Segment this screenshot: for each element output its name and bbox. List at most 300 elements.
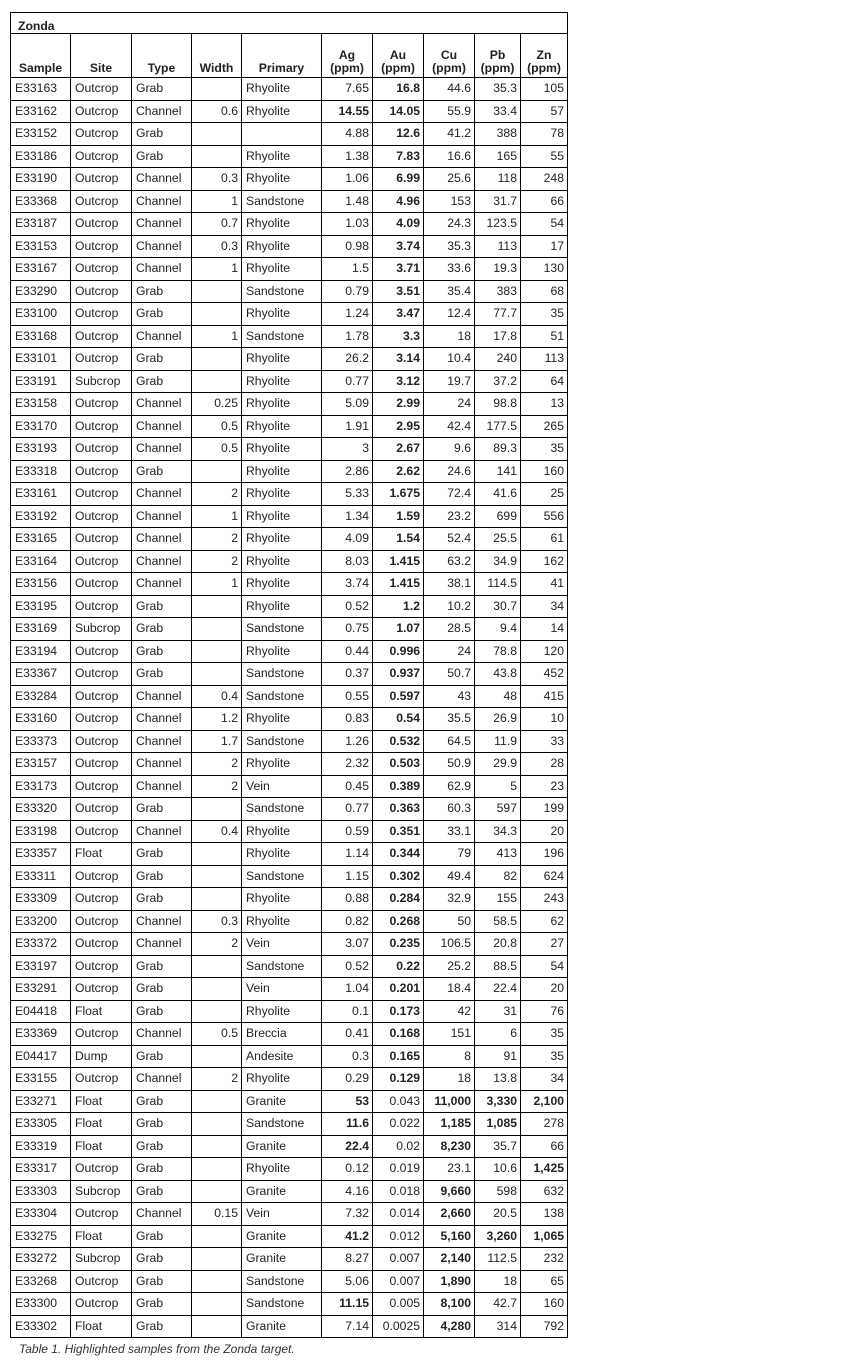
table-row	[11, 303, 568, 326]
cell-site: Outcrop	[71, 820, 132, 843]
cell-au: 1.415	[373, 550, 424, 573]
cell-zn: 248	[521, 168, 568, 191]
cell-primary: Sandstone	[242, 730, 322, 753]
cell-pb: 33.4	[475, 100, 521, 123]
cell-site: Outcrop	[71, 978, 132, 1001]
cell-sample: E33153	[11, 235, 71, 258]
results-table-container	[10, 12, 568, 1338]
cell-type: Grab	[132, 1000, 192, 1023]
cell-au: 1.07	[373, 618, 424, 641]
cell-width: 1	[192, 505, 242, 528]
cell-zn: 130	[521, 258, 568, 281]
cell-zn: 278	[521, 1113, 568, 1136]
cell-au: 0.532	[373, 730, 424, 753]
cell-ag: 14.55	[322, 100, 373, 123]
cell-au: 0.996	[373, 640, 424, 663]
cell-zn: 34	[521, 1068, 568, 1091]
cell-zn: 265	[521, 415, 568, 438]
cell-cu: 9.6	[424, 438, 475, 461]
table-row	[11, 1315, 568, 1338]
cell-cu: 153	[424, 190, 475, 213]
cell-cu: 1,185	[424, 1113, 475, 1136]
cell-site: Outcrop	[71, 505, 132, 528]
cell-width: 0.3	[192, 168, 242, 191]
cell-zn: 113	[521, 348, 568, 371]
cell-pb: 155	[475, 888, 521, 911]
cell-site: Outcrop	[71, 235, 132, 258]
cell-primary: Rhyolite	[242, 573, 322, 596]
cell-sample: E33161	[11, 483, 71, 506]
cell-ag: 8.27	[322, 1248, 373, 1271]
cell-pb: 5	[475, 775, 521, 798]
cell-site: Outcrop	[71, 1270, 132, 1293]
cell-width	[192, 1248, 242, 1271]
cell-cu: 24.6	[424, 460, 475, 483]
cell-cu: 2,140	[424, 1248, 475, 1271]
cell-width	[192, 595, 242, 618]
cell-au: 3.14	[373, 348, 424, 371]
cell-primary: Granite	[242, 1135, 322, 1158]
cell-au: 3.71	[373, 258, 424, 281]
cell-primary: Rhyolite	[242, 888, 322, 911]
cell-zn: 1,425	[521, 1158, 568, 1181]
cell-pb: 597	[475, 798, 521, 821]
cell-site: Outcrop	[71, 78, 132, 101]
cell-au: 0.014	[373, 1203, 424, 1226]
cell-sample: E33160	[11, 708, 71, 731]
cell-sample: E33305	[11, 1113, 71, 1136]
cell-ag: 0.77	[322, 370, 373, 393]
cell-sample: E33186	[11, 145, 71, 168]
cell-cu: 8,230	[424, 1135, 475, 1158]
cell-pb: 77.7	[475, 303, 521, 326]
cell-type: Channel	[132, 438, 192, 461]
cell-ag: 7.65	[322, 78, 373, 101]
cell-width	[192, 1000, 242, 1023]
cell-zn: 105	[521, 78, 568, 101]
cell-primary: Granite	[242, 1180, 322, 1203]
cell-cu: 43	[424, 685, 475, 708]
cell-site: Outcrop	[71, 213, 132, 236]
cell-primary: Rhyolite	[242, 1158, 322, 1181]
table-row	[11, 168, 568, 191]
cell-cu: 64.5	[424, 730, 475, 753]
table-row	[11, 730, 568, 753]
cell-primary: Rhyolite	[242, 550, 322, 573]
cell-pb: 78.8	[475, 640, 521, 663]
column-header-sample: Sample	[11, 34, 71, 78]
cell-pb: 42.7	[475, 1293, 521, 1316]
cell-site: Subcrop	[71, 618, 132, 641]
column-header-cu: Cu (ppm)	[424, 34, 475, 78]
cell-sample: E33372	[11, 933, 71, 956]
cell-sample: E33302	[11, 1315, 71, 1338]
cell-site: Outcrop	[71, 573, 132, 596]
cell-cu: 32.9	[424, 888, 475, 911]
cell-sample: E33318	[11, 460, 71, 483]
cell-width	[192, 1315, 242, 1338]
cell-sample: E33304	[11, 1203, 71, 1226]
cell-cu: 42.4	[424, 415, 475, 438]
cell-pb: 3,260	[475, 1225, 521, 1248]
cell-site: Outcrop	[71, 1023, 132, 1046]
cell-site: Float	[71, 1000, 132, 1023]
cell-primary: Rhyolite	[242, 1068, 322, 1091]
cell-primary: Rhyolite	[242, 753, 322, 776]
cell-cu: 1,890	[424, 1270, 475, 1293]
cell-width	[192, 640, 242, 663]
cell-au: 12.6	[373, 123, 424, 146]
cell-ag: 0.1	[322, 1000, 373, 1023]
cell-width: 1.2	[192, 708, 242, 731]
cell-ag: 0.83	[322, 708, 373, 731]
cell-ag: 11.6	[322, 1113, 373, 1136]
cell-cu: 41.2	[424, 123, 475, 146]
cell-type: Channel	[132, 550, 192, 573]
cell-ag: 0.98	[322, 235, 373, 258]
cell-width: 2	[192, 550, 242, 573]
cell-ag: 8.03	[322, 550, 373, 573]
cell-pb: 58.5	[475, 910, 521, 933]
cell-type: Grab	[132, 460, 192, 483]
cell-pb: 13.8	[475, 1068, 521, 1091]
table-body	[11, 78, 568, 1338]
cell-pb: 383	[475, 280, 521, 303]
cell-primary: Rhyolite	[242, 438, 322, 461]
cell-pb: 413	[475, 843, 521, 866]
cell-pb: 113	[475, 235, 521, 258]
cell-site: Outcrop	[71, 640, 132, 663]
cell-width	[192, 123, 242, 146]
cell-au: 2.99	[373, 393, 424, 416]
cell-site: Float	[71, 1090, 132, 1113]
cell-type: Channel	[132, 325, 192, 348]
cell-width: 1.7	[192, 730, 242, 753]
cell-zn: 160	[521, 460, 568, 483]
cell-width: 2	[192, 483, 242, 506]
cell-primary: Rhyolite	[242, 415, 322, 438]
cell-width: 1	[192, 258, 242, 281]
column-header-row	[11, 34, 568, 78]
cell-site: Outcrop	[71, 303, 132, 326]
cell-type: Grab	[132, 78, 192, 101]
cell-au: 3.47	[373, 303, 424, 326]
cell-site: Outcrop	[71, 483, 132, 506]
cell-au: 3.51	[373, 280, 424, 303]
cell-au: 0.351	[373, 820, 424, 843]
cell-type: Grab	[132, 955, 192, 978]
cell-primary: Sandstone	[242, 280, 322, 303]
cell-sample: E33275	[11, 1225, 71, 1248]
cell-type: Grab	[132, 978, 192, 1001]
cell-ag: 1.78	[322, 325, 373, 348]
cell-ag: 0.37	[322, 663, 373, 686]
cell-sample: E33173	[11, 775, 71, 798]
table-row	[11, 528, 568, 551]
cell-sample: E04417	[11, 1045, 71, 1068]
cell-primary: Rhyolite	[242, 640, 322, 663]
cell-au: 1.675	[373, 483, 424, 506]
cell-pb: 17.8	[475, 325, 521, 348]
cell-ag: 1.5	[322, 258, 373, 281]
cell-primary: Sandstone	[242, 955, 322, 978]
cell-cu: 4,280	[424, 1315, 475, 1338]
cell-pb: 89.3	[475, 438, 521, 461]
cell-type: Grab	[132, 618, 192, 641]
cell-primary	[242, 123, 322, 146]
cell-width: 2	[192, 528, 242, 551]
cell-type: Grab	[132, 145, 192, 168]
cell-cu: 24	[424, 640, 475, 663]
cell-pb: 118	[475, 168, 521, 191]
table-row	[11, 933, 568, 956]
cell-pb: 11.9	[475, 730, 521, 753]
cell-au: 0.503	[373, 753, 424, 776]
cell-site: Outcrop	[71, 685, 132, 708]
cell-zn: 66	[521, 190, 568, 213]
cell-au: 2.67	[373, 438, 424, 461]
cell-site: Outcrop	[71, 933, 132, 956]
cell-cu: 38.1	[424, 573, 475, 596]
cell-ag: 5.06	[322, 1270, 373, 1293]
cell-site: Outcrop	[71, 123, 132, 146]
cell-pb: 6	[475, 1023, 521, 1046]
cell-type: Grab	[132, 865, 192, 888]
cell-width	[192, 1158, 242, 1181]
cell-type: Grab	[132, 1270, 192, 1293]
cell-zn: 61	[521, 528, 568, 551]
cell-ag: 1.03	[322, 213, 373, 236]
cell-zn: 51	[521, 325, 568, 348]
cell-primary: Rhyolite	[242, 528, 322, 551]
cell-zn: 120	[521, 640, 568, 663]
cell-sample: E33191	[11, 370, 71, 393]
cell-site: Outcrop	[71, 393, 132, 416]
cell-zn: 68	[521, 280, 568, 303]
cell-primary: Rhyolite	[242, 370, 322, 393]
cell-primary: Rhyolite	[242, 213, 322, 236]
cell-cu: 55.9	[424, 100, 475, 123]
cell-site: Subcrop	[71, 370, 132, 393]
cell-zn: 66	[521, 1135, 568, 1158]
cell-sample: E33290	[11, 280, 71, 303]
cell-sample: E33155	[11, 1068, 71, 1091]
cell-ag: 7.32	[322, 1203, 373, 1226]
cell-ag: 0.82	[322, 910, 373, 933]
cell-type: Channel	[132, 100, 192, 123]
cell-au: 0.235	[373, 933, 424, 956]
assay-results-table	[10, 12, 568, 1338]
cell-cu: 5,160	[424, 1225, 475, 1248]
table-row	[11, 460, 568, 483]
column-header-primary: Primary	[242, 34, 322, 78]
cell-width	[192, 978, 242, 1001]
cell-pb: 18	[475, 1270, 521, 1293]
cell-au: 1.59	[373, 505, 424, 528]
cell-width: 2	[192, 1068, 242, 1091]
cell-sample: E33195	[11, 595, 71, 618]
cell-primary: Rhyolite	[242, 258, 322, 281]
cell-cu: 35.4	[424, 280, 475, 303]
cell-type: Channel	[132, 730, 192, 753]
column-header-type: Type	[132, 34, 192, 78]
cell-primary: Sandstone	[242, 618, 322, 641]
cell-zn: 76	[521, 1000, 568, 1023]
cell-type: Grab	[132, 1315, 192, 1338]
cell-pb: 20.5	[475, 1203, 521, 1226]
table-row	[11, 258, 568, 281]
cell-type: Grab	[132, 888, 192, 911]
cell-pb: 123.5	[475, 213, 521, 236]
cell-type: Grab	[132, 1135, 192, 1158]
cell-site: Float	[71, 843, 132, 866]
cell-pb: 35.7	[475, 1135, 521, 1158]
cell-type: Channel	[132, 1203, 192, 1226]
cell-primary: Vein	[242, 933, 322, 956]
cell-au: 0.043	[373, 1090, 424, 1113]
cell-type: Channel	[132, 933, 192, 956]
cell-pb: 82	[475, 865, 521, 888]
table-row	[11, 888, 568, 911]
cell-cu: 18.4	[424, 978, 475, 1001]
table-row	[11, 640, 568, 663]
cell-sample: E33272	[11, 1248, 71, 1271]
cell-ag: 3	[322, 438, 373, 461]
cell-pb: 388	[475, 123, 521, 146]
cell-sample: E33101	[11, 348, 71, 371]
cell-type: Grab	[132, 1090, 192, 1113]
cell-zn: 243	[521, 888, 568, 911]
cell-sample: E33165	[11, 528, 71, 551]
cell-cu: 33.1	[424, 820, 475, 843]
cell-type: Channel	[132, 685, 192, 708]
cell-zn: 65	[521, 1270, 568, 1293]
cell-ag: 1.15	[322, 865, 373, 888]
cell-cu: 8	[424, 1045, 475, 1068]
cell-type: Channel	[132, 190, 192, 213]
cell-au: 0.597	[373, 685, 424, 708]
cell-au: 3.74	[373, 235, 424, 258]
cell-type: Grab	[132, 1045, 192, 1068]
table-row	[11, 1203, 568, 1226]
cell-zn: 556	[521, 505, 568, 528]
cell-au: 0.005	[373, 1293, 424, 1316]
cell-width: 0.5	[192, 1023, 242, 1046]
cell-width: 2	[192, 775, 242, 798]
table-row	[11, 1090, 568, 1113]
cell-primary: Rhyolite	[242, 348, 322, 371]
cell-width	[192, 145, 242, 168]
cell-width	[192, 1225, 242, 1248]
cell-sample: E33198	[11, 820, 71, 843]
cell-zn: 1,065	[521, 1225, 568, 1248]
cell-ag: 5.09	[322, 393, 373, 416]
cell-sample: E33291	[11, 978, 71, 1001]
cell-primary: Sandstone	[242, 1270, 322, 1293]
table-row	[11, 1180, 568, 1203]
cell-sample: E33158	[11, 393, 71, 416]
table-row	[11, 685, 568, 708]
table-row	[11, 123, 568, 146]
cell-au: 0.363	[373, 798, 424, 821]
cell-zn: 632	[521, 1180, 568, 1203]
cell-site: Outcrop	[71, 325, 132, 348]
cell-cu: 23.1	[424, 1158, 475, 1181]
cell-au: 14.05	[373, 100, 424, 123]
cell-cu: 12.4	[424, 303, 475, 326]
cell-ag: 1.91	[322, 415, 373, 438]
cell-width: 0.6	[192, 100, 242, 123]
cell-primary: Granite	[242, 1248, 322, 1271]
cell-sample: E33100	[11, 303, 71, 326]
column-header-ag: Ag (ppm)	[322, 34, 373, 78]
cell-ag: 4.88	[322, 123, 373, 146]
cell-zn: 35	[521, 303, 568, 326]
cell-sample: E33373	[11, 730, 71, 753]
cell-cu: 60.3	[424, 798, 475, 821]
cell-primary: Rhyolite	[242, 595, 322, 618]
cell-zn: 13	[521, 393, 568, 416]
cell-pb: 34.9	[475, 550, 521, 573]
cell-ag: 0.52	[322, 595, 373, 618]
cell-site: Outcrop	[71, 1293, 132, 1316]
cell-width: 2	[192, 753, 242, 776]
cell-cu: 25.6	[424, 168, 475, 191]
cell-primary: Granite	[242, 1090, 322, 1113]
cell-au: 0.284	[373, 888, 424, 911]
cell-site: Outcrop	[71, 168, 132, 191]
cell-au: 6.99	[373, 168, 424, 191]
cell-au: 3.12	[373, 370, 424, 393]
cell-zn: 10	[521, 708, 568, 731]
cell-pb: 43.8	[475, 663, 521, 686]
cell-zn: 54	[521, 213, 568, 236]
cell-zn: 23	[521, 775, 568, 798]
table-row	[11, 663, 568, 686]
cell-pb: 10.6	[475, 1158, 521, 1181]
cell-site: Outcrop	[71, 1068, 132, 1091]
cell-cu: 62.9	[424, 775, 475, 798]
cell-au: 0.54	[373, 708, 424, 731]
table-row	[11, 1113, 568, 1136]
cell-ag: 1.38	[322, 145, 373, 168]
cell-zn: 35	[521, 1045, 568, 1068]
cell-primary: Sandstone	[242, 663, 322, 686]
cell-zn: 20	[521, 820, 568, 843]
cell-ag: 4.09	[322, 528, 373, 551]
cell-pb: 114.5	[475, 573, 521, 596]
table-row	[11, 1270, 568, 1293]
cell-zn: 35	[521, 438, 568, 461]
table-row	[11, 1225, 568, 1248]
cell-type: Grab	[132, 348, 192, 371]
cell-au: 0.344	[373, 843, 424, 866]
cell-site: Outcrop	[71, 910, 132, 933]
table-row	[11, 618, 568, 641]
column-header-site: Site	[71, 34, 132, 78]
table-row	[11, 820, 568, 843]
cell-type: Channel	[132, 1023, 192, 1046]
cell-zn: 196	[521, 843, 568, 866]
cell-type: Channel	[132, 213, 192, 236]
cell-au: 0.302	[373, 865, 424, 888]
cell-cu: 42	[424, 1000, 475, 1023]
cell-width	[192, 460, 242, 483]
cell-au: 0.02	[373, 1135, 424, 1158]
cell-pb: 91	[475, 1045, 521, 1068]
cell-cu: 23.2	[424, 505, 475, 528]
cell-site: Subcrop	[71, 1180, 132, 1203]
